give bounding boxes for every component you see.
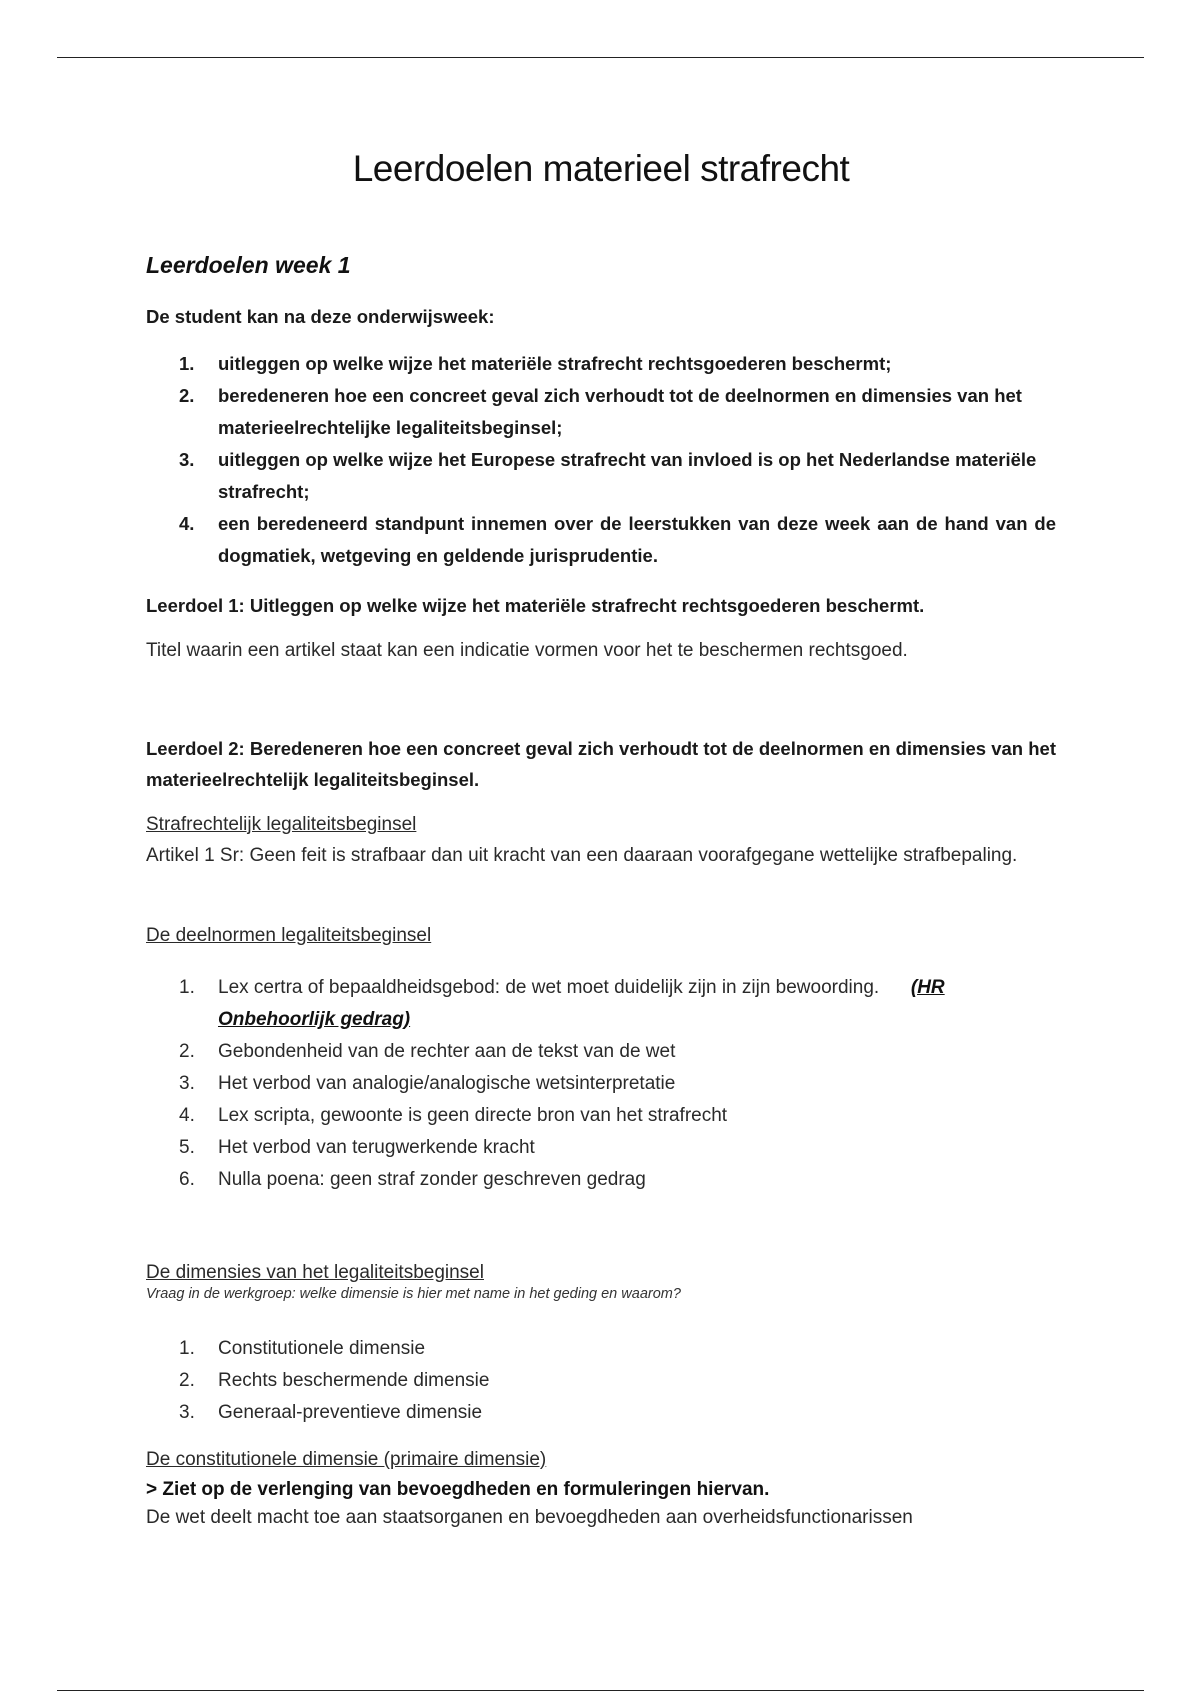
list-item-text: Gebondenheid van de rechter aan de tekst van de wet xyxy=(218,1041,676,1062)
bottom-rule xyxy=(57,1690,1144,1691)
week-heading: Leerdoelen week 1 xyxy=(146,252,351,278)
constitutional-section xyxy=(146,1449,1056,1533)
dimensions-section xyxy=(146,1262,1056,1302)
list-number: 2. xyxy=(179,1370,195,1391)
list-item xyxy=(146,444,1056,508)
list-item-text: Lex scripta, gewoonte is geen directe bron van het strafrecht xyxy=(218,1105,728,1126)
list-item xyxy=(146,1164,1056,1196)
list-item xyxy=(146,1132,1056,1164)
dimensions-list xyxy=(146,1333,1056,1429)
dimensions-heading: De dimensies van het legaliteitsbeginsel xyxy=(146,1262,484,1283)
list-number: 5. xyxy=(179,1137,195,1158)
workgroup-question: Vraag in de werkgroep: welke dimensie is hier met name in het geding en waarom? xyxy=(146,1286,681,1302)
list-item xyxy=(146,1397,1056,1429)
page-title: Leerdoelen materieel strafrecht xyxy=(352,148,850,189)
list-item xyxy=(146,1036,1056,1068)
goal-1-text: Titel waarin een artikel staat kan een indicatie vormen voor het te beschermen rechtsgoed. xyxy=(146,640,908,661)
constitutional-bold-line: > Ziet op de verlenging van bevoegdheden en formuleringen hiervan. xyxy=(146,1479,770,1500)
list-item-text: een beredeneerd standpunt innemen over de leerstukken van deze week aan de hand van de dogmatiek, wetgeving en geldende jurisprudentie. xyxy=(218,513,1056,566)
list-item-text: Rechts beschermende dimensie xyxy=(218,1370,490,1391)
list-item-text: Het verbod van terugwerkende kracht xyxy=(218,1137,535,1158)
list-item xyxy=(146,1333,1056,1365)
list-item xyxy=(146,972,1056,1036)
top-rule xyxy=(57,57,1144,58)
list-item-text: Generaal-preventieve dimensie xyxy=(218,1402,483,1423)
goal-2-section xyxy=(146,733,1056,795)
subnorms-heading: De deelnormen legaliteitsbeginsel xyxy=(146,925,432,946)
intro-text: De student kan na deze onderwijsweek: xyxy=(146,306,495,327)
list-number: 3. xyxy=(179,1402,195,1423)
list-number: 2. xyxy=(179,385,195,406)
list-item-text: uitleggen op welke wijze het Europese strafrecht van invloed is op het Nederlandse materiële strafrecht; xyxy=(218,449,1037,502)
list-item xyxy=(146,380,1056,444)
list-number: 6. xyxy=(179,1169,195,1190)
constitutional-text: De wet deelt macht toe aan staatsorganen en bevoegdheden aan overheidsfunctionarissen xyxy=(146,1507,913,1528)
list-item-text: Constitutionele dimensie xyxy=(218,1338,426,1359)
list-number: 1. xyxy=(179,977,195,998)
list-number: 4. xyxy=(179,1105,195,1126)
legality-heading: Strafrechtelijk legaliteitsbeginsel xyxy=(146,814,417,835)
list-item-text: Lex certra of bepaaldheidsgebod: de wet moet duidelijk zijn in zijn bewoording. xyxy=(218,977,880,998)
goal-1-heading: Leerdoel 1: Uitleggen op welke wijze het materiële strafrecht rechtsgoederen beschermt. xyxy=(146,595,925,616)
subnorms-section xyxy=(146,925,1056,947)
case-reference: (HR Onbehoorlijk gedrag) xyxy=(218,977,945,1030)
list-item xyxy=(146,1365,1056,1397)
list-number: 1. xyxy=(179,353,195,374)
goal-1-section xyxy=(146,590,1056,666)
list-number: 3. xyxy=(179,1073,195,1094)
objectives-list xyxy=(146,348,1056,572)
list-number: 1. xyxy=(179,1338,195,1359)
list-item-text: Het verbod van analogie/analogische wetsinterpretatie xyxy=(218,1073,676,1094)
list-item xyxy=(146,508,1056,572)
list-number: 2. xyxy=(179,1041,195,1062)
goal-2-heading: Leerdoel 2: Beredeneren hoe een concreet geval zich verhoudt tot de deelnormen en dimensies van het materieelrechtelijk legaliteitsbeginsel. xyxy=(146,738,1056,790)
list-number: 4. xyxy=(179,513,195,534)
list-item-text: beredeneren hoe een concreet geval zich verhoudt tot de deelnormen en dimensies van het materieelrechtelijke legaliteitsbeginsel; xyxy=(218,385,1022,438)
constitutional-heading: De constitutionele dimensie (primaire dimensie) xyxy=(146,1449,547,1470)
list-number: 3. xyxy=(179,449,195,470)
legality-text: Artikel 1 Sr: Geen feit is strafbaar dan uit kracht van een daaraan voorafgegane wettelijke strafbepaling. xyxy=(146,845,1018,866)
list-item-text: uitleggen op welke wijze het materiële strafrecht rechtsgoederen beschermt; xyxy=(218,353,892,374)
legality-section xyxy=(146,814,1056,871)
list-item xyxy=(146,1068,1056,1100)
list-item-text: Nulla poena: geen straf zonder geschreven gedrag xyxy=(218,1169,646,1190)
list-item xyxy=(146,348,1056,380)
subnorms-list xyxy=(146,972,1056,1196)
list-item xyxy=(146,1100,1056,1132)
